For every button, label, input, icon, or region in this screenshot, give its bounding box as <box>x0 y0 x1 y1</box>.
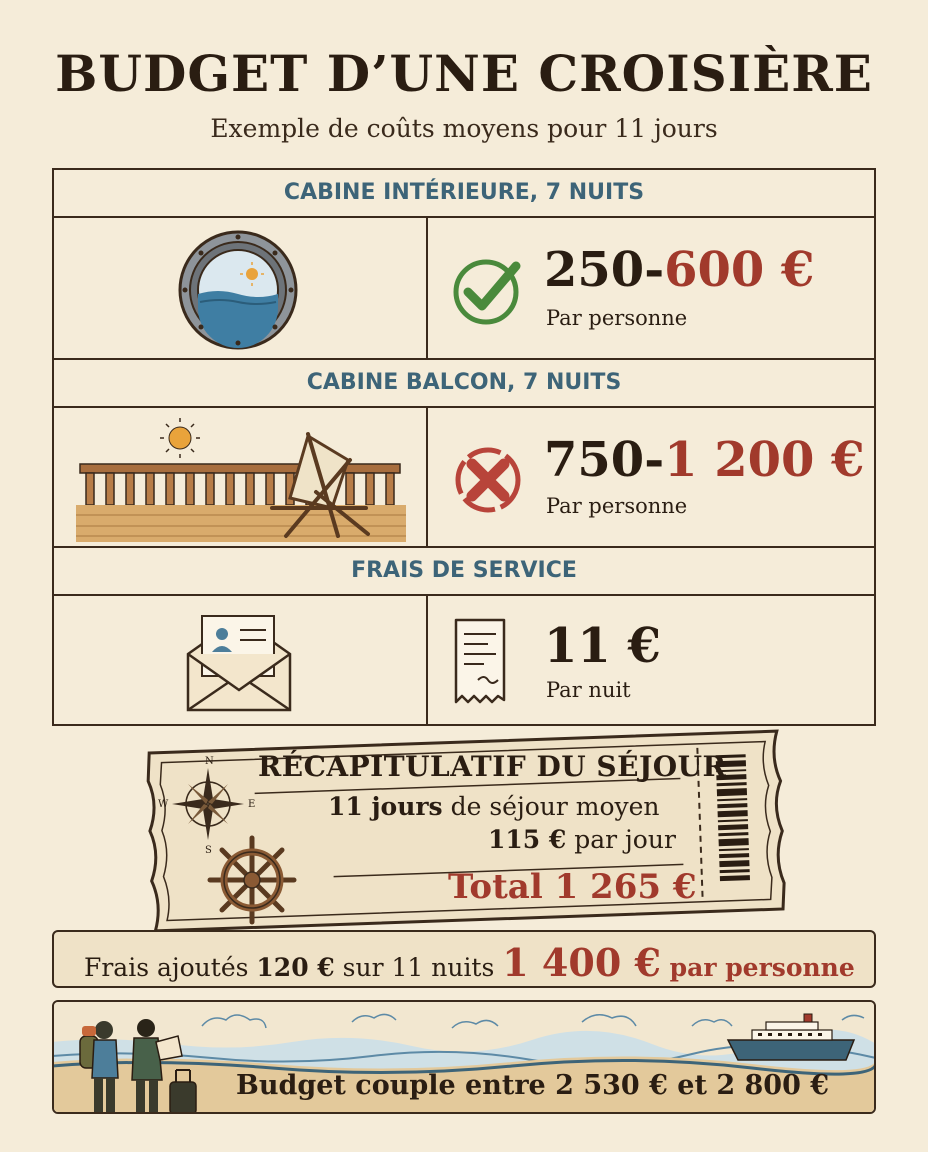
price-unit: Par nuit <box>546 678 631 702</box>
pricing-table <box>52 168 876 726</box>
ship-wheel-icon <box>210 838 294 922</box>
envelope-letter-icon <box>184 606 294 714</box>
compass-s-label: S <box>205 845 212 856</box>
recap-days <box>328 792 660 821</box>
column-divider <box>426 218 428 358</box>
column-divider <box>426 408 428 546</box>
section-heading-balcony: CABINE BALCON, 7 NUITS <box>54 360 874 408</box>
recap-ticket <box>132 712 800 944</box>
section-row-service <box>54 596 874 724</box>
section-heading-interior: CABINE INTÉRIEURE, 7 NUITS <box>54 170 874 218</box>
price-balcony <box>544 432 865 488</box>
price-unit: Par personne <box>546 306 688 330</box>
couple-budget-text: Budget couple entre 2 530 € et 2 800 € <box>236 1070 830 1101</box>
frais-prefix: Frais ajoutés <box>84 953 257 982</box>
porthole-icon <box>176 228 300 352</box>
frais-text <box>84 940 855 985</box>
recap-per-day-rest: par jour <box>566 825 676 854</box>
recap-days-bold: 11 jours <box>328 792 443 821</box>
section-row-interior <box>54 218 874 360</box>
section-row-balcony <box>54 408 874 548</box>
receipt-icon <box>452 616 508 706</box>
check-icon <box>450 252 526 328</box>
price-high: 600 € <box>664 242 815 298</box>
cross-icon <box>452 444 524 516</box>
page-subtitle: Exemple de coûts moyens pour 11 jours <box>210 114 718 143</box>
compass-w-label: W <box>158 799 169 810</box>
price-low: 250- <box>544 242 665 298</box>
column-divider <box>426 596 428 724</box>
frais-amount: 120 € <box>256 953 335 982</box>
compass-n-label: N <box>205 756 214 767</box>
price-high: 1 200 € <box>664 432 865 488</box>
sun-icon <box>160 418 200 458</box>
section-heading-service: FRAIS DE SERVICE <box>54 548 874 596</box>
recap-days-rest: de séjour moyen <box>442 792 660 821</box>
recap-per-day-bold: 115 € <box>488 825 567 854</box>
price-low: 11 € <box>544 618 661 674</box>
recap-total: Total 1 265 € <box>448 867 697 907</box>
price-low: 750- <box>544 432 665 488</box>
frais-middle: sur 11 nuits <box>334 953 503 982</box>
recap-title: RÉCAPITULATIF DU SÉJOUR <box>258 750 727 783</box>
frais-total: 1 400 € <box>502 940 661 985</box>
price-interior <box>544 242 814 298</box>
recap-per-day <box>488 825 676 854</box>
price-unit: Par personne <box>546 494 688 518</box>
price-service <box>544 618 661 674</box>
page-title: BUDGET D’UNE CROISIÈRE <box>55 44 873 103</box>
balcony-deckchair-icon <box>76 412 406 542</box>
frais-suffix: par personne <box>660 953 855 982</box>
compass-e-label: E <box>248 799 256 810</box>
